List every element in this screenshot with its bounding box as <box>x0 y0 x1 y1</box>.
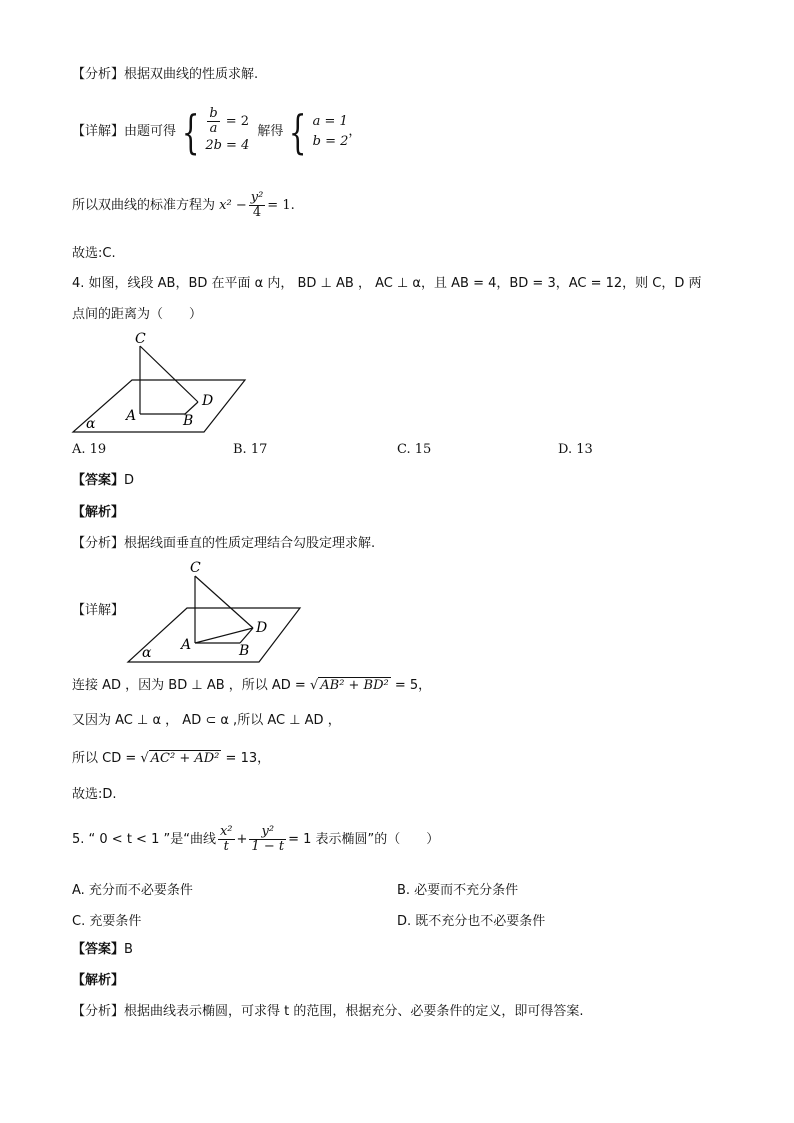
fig2-label-b: B <box>239 643 250 659</box>
fig2-line-ad <box>195 628 253 643</box>
q5-fenxi-line <box>72 1003 584 1021</box>
q5-option-d: D. 既不充分也不必要条件 <box>397 914 546 929</box>
fig1-label-alpha: α <box>86 416 96 432</box>
fig1-label-d: D <box>202 393 214 409</box>
q5-frac-2 <box>249 825 286 854</box>
figure-2 <box>125 556 305 666</box>
fig1-label-b: B <box>183 413 194 429</box>
fig2-line-cd <box>195 576 253 628</box>
q5-fenxi-label: 【分析】 <box>72 1004 125 1019</box>
q4-solution-3: 所以 CD = √ AC² + AD² = 13， <box>72 751 271 766</box>
q4-solution-1: 连接 AD ，因为 BD ⊥ AB ，所以 AD = √ AB² + BD² = 5， <box>72 678 432 693</box>
q4-fenxi-line <box>72 535 375 553</box>
left-brace-2: { <box>289 104 307 159</box>
q4-sol3-b: = 13， <box>225 751 271 766</box>
q5-option-a: A. 充分而不必要条件 <box>72 883 193 898</box>
fig2-label-a: A <box>181 637 192 653</box>
q5-frac-1 <box>218 825 235 854</box>
q4-solution-4: 故选:D. <box>72 787 117 802</box>
q4-answer: D <box>124 473 135 488</box>
sys1-line2: 2b = 4 <box>205 138 250 153</box>
q4-answer-label: 【答案】 <box>72 473 125 488</box>
q4-option-d: D. 13 <box>558 442 593 457</box>
analysis-label: 【分析】 <box>72 67 125 82</box>
sys1-frac-num: b <box>209 106 218 121</box>
fig2-label-alpha: α <box>142 645 152 661</box>
figure-1 <box>70 328 250 436</box>
q5-answer-label: 【答案】 <box>72 942 125 957</box>
std-eq-b: = 1. <box>267 198 295 213</box>
std-eq-a: x² − <box>219 198 247 213</box>
fig1-label-a: A <box>126 408 137 424</box>
q5-f2-num: y² <box>261 824 275 839</box>
q4-jiexi: 【解析】 <box>72 505 125 520</box>
q4-option-b: B. 17 <box>233 442 268 457</box>
q5-jiexi: 【解析】 <box>72 973 125 988</box>
fig2-label-d: D <box>256 620 268 636</box>
q4-option-c: C. 15 <box>397 442 432 457</box>
q4-sol1-a: 连接 AD ，因为 BD ⊥ AB ，所以 AD = <box>72 678 306 693</box>
q5-plus: + <box>236 832 248 847</box>
fig1-line-cd <box>140 346 198 402</box>
q4-sol1-sqrt: AB² + BD² <box>320 678 389 693</box>
detail-label: 【详解】 <box>72 124 125 139</box>
std-eq-text: 所以双曲线的标准方程为 <box>72 198 216 213</box>
std-eq-frac <box>249 191 266 220</box>
q5-f2-den: 1 − t <box>251 839 285 854</box>
detail-text-b: 解得 <box>257 124 284 139</box>
fig1-plane <box>73 380 245 432</box>
q5-f1-num: x² <box>219 824 233 839</box>
q5-option-c: C. 充要条件 <box>72 914 142 929</box>
fig2-label-c: C <box>190 560 201 576</box>
analysis-text: 根据双曲线的性质求解. <box>124 67 259 82</box>
q5-fenxi-text: 根据曲线表示椭圆，可求得 t 的范围，根据充分、必要条件的定义，即可得答案. <box>124 1004 584 1019</box>
detail-line <box>72 102 361 162</box>
q4-sol3-sqrt: AC² + AD² <box>150 751 220 766</box>
q4-fenxi-label: 【分析】 <box>72 536 125 551</box>
q5-answer-line <box>72 941 133 959</box>
fig1-label-c: C <box>135 331 146 347</box>
choose-c-line: 故选:C. <box>72 246 116 261</box>
q5-f1-den: t <box>218 839 235 854</box>
q5-option-b: B. 必要而不充分条件 <box>397 883 519 898</box>
detail-text-c: ， <box>348 124 362 139</box>
q4-sol3-a: 所以 CD = <box>72 751 137 766</box>
sys2-line1: a = 1 <box>312 113 348 129</box>
system-2 <box>313 112 349 152</box>
q5-answer: B <box>124 942 133 957</box>
q4-sol1-b: = 5， <box>394 678 432 693</box>
analysis-line <box>72 66 258 84</box>
sys1-eq: = 2 <box>225 114 250 129</box>
q5-stem <box>72 820 439 860</box>
q4-option-a: A. 19 <box>72 442 107 457</box>
standard-equation-line <box>72 188 295 224</box>
left-brace-1: { <box>181 104 200 159</box>
fig2-plane <box>128 608 300 662</box>
q4-solution-2: 又因为 AC ⊥ α ， AD ⊂ α ,所以 AC ⊥ AD ， <box>72 713 341 728</box>
std-eq-frac-num: y² <box>250 190 264 205</box>
q5-text-a: 5. “ 0 < t < 1 ”是“曲线 <box>72 832 216 847</box>
q4-stem-line1: 4. 如图，线段 AB，BD 在平面 α 内， BD ⊥ AB ， AC ⊥ α，且 AB = 4，BD = 3，AC = 12，则 C，D 两 <box>72 276 702 291</box>
detail-text-a: 由题可得 <box>124 124 177 139</box>
sys2-line2: b = 2 <box>312 133 349 149</box>
system-1 <box>205 107 249 156</box>
q5-text-b: = 1 表示椭圆”的（ ） <box>288 832 440 847</box>
std-eq-frac-den: 4 <box>249 205 266 220</box>
q4-answer-line <box>72 472 134 490</box>
q4-xiangjie-label: 【详解】 <box>72 603 125 618</box>
q4-fenxi-text: 根据线面垂直的性质定理结合勾股定理求解. <box>124 536 376 551</box>
q4-stem-line2: 点间的距离为（ ） <box>72 307 203 322</box>
sys1-frac-den: a <box>207 121 219 136</box>
